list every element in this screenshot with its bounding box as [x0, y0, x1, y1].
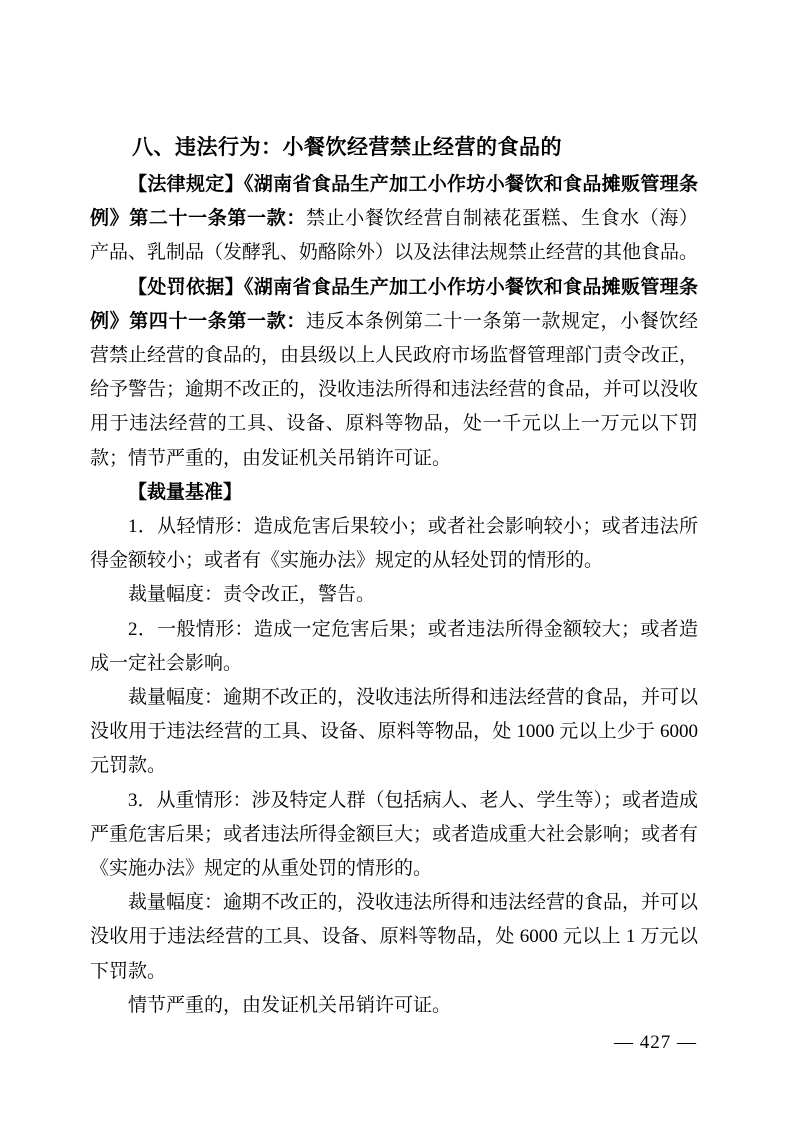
text-segment: 3．从重情形：涉及特定人群（包括病人、老人、学生等）；或者造成严重危害后果；或者违法所得金额巨大；或者造成重大社会影响；或者有《实施办法》规定的从重处罚的情形的。: [90, 789, 699, 880]
paragraph-severe-discretion-range: [90, 886, 698, 989]
paragraph-general-discretion-range: [90, 681, 698, 784]
paragraphs-container: [90, 168, 698, 1023]
paragraph-penalty-basis: [90, 271, 698, 476]
paragraph-severe-note: [90, 989, 698, 1023]
emphasis-segment: 【裁量基准】: [128, 481, 243, 503]
page-number: — 427 —: [614, 1032, 697, 1053]
paragraph-discretion-standard-header: [90, 476, 698, 510]
text-segment: 1．从轻情形：造成危害后果较小；或者社会影响较小；或者违法所得金额较小；或者有《实施办法》规定的从轻处罚的情形的。: [90, 516, 698, 572]
paragraph-general-circumstance: [90, 613, 698, 681]
emphasis-segment: 【处罚依据】《湖南省食品生产加工小作坊小餐饮和食品摊贩管理条例》第四十一条第一款：: [90, 276, 698, 332]
text-segment: 2．一般情形：造成一定危害后果；或者违法所得金额较大；或者造成一定社会影响。: [90, 618, 698, 674]
paragraph-severe-circumstance: [90, 784, 698, 887]
document-body: [90, 128, 698, 1023]
emphasis-segment: 【法律规定】《湖南省食品生产加工小作坊小餐饮和食品摊贩管理条例》第二十一条第一款：: [90, 174, 698, 230]
section-heading: 八、违法行为：小餐饮经营禁止经营的食品的: [132, 136, 562, 159]
text-segment: 裁量幅度：责令改正，警告。: [128, 584, 376, 606]
text-segment: 情节严重的，由发证机关吊销许可证。: [128, 994, 452, 1016]
text-segment: 裁量幅度：逾期不改正的，没收违法所得和违法经营的食品，并可以没收用于违法经营的工具、设备、原料等物品，处 1000 元以上少于 6000 元罚款。: [90, 687, 699, 777]
paragraph-minor-discretion-range: [90, 578, 698, 612]
text-segment: 禁止小餐饮经营自制裱花蛋糕、生食水（海）产品、乳制品（发酵乳、奶酪除外）以及法律法规禁止经营的其他食品。: [90, 208, 699, 264]
text-segment: 违反本条例第二十一条第一款规定，小餐饮经营禁止经营的食品的，由县级以上人民政府市场监督管理部门责令改正，给予警告；逾期不改正的，没收违法所得和违法经营的食品，并可以没收用于违法经营的工具、设备、原料等物品，处一千元以上一万元以下罚款；情节严重的，由发证机关吊销许可证。: [90, 310, 699, 469]
paragraph-legal-provision: [90, 168, 698, 271]
text-segment: 裁量幅度：逾期不改正的，没收违法所得和违法经营的食品，并可以没收用于违法经营的工具、设备、原料等物品，处 6000 元以上 1 万元以下罚款。: [90, 892, 699, 982]
paragraph-minor-circumstance: [90, 510, 698, 578]
